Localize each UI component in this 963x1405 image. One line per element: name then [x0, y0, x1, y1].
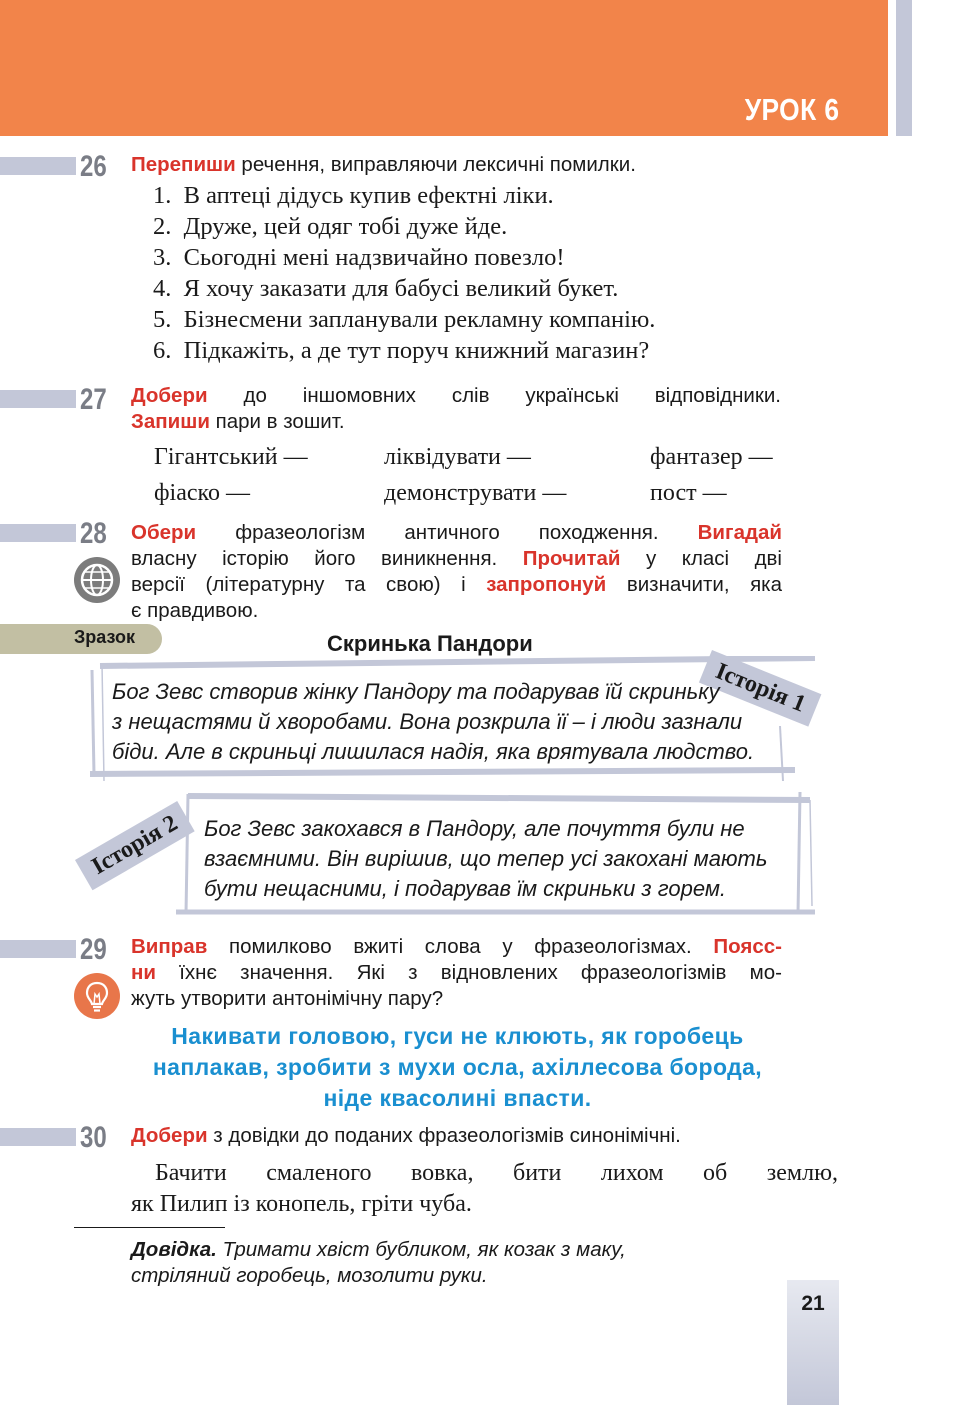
lightbulb-icon: [74, 973, 120, 1019]
exercise-30-text-line2: як Пилип із конопель, гріти чуба.: [131, 1191, 472, 1217]
exercise-29-instruction-line3: жуть утворити антонімічну пару?: [131, 987, 444, 1010]
exercise-bar: [0, 940, 76, 958]
exercise-bar: [0, 1128, 76, 1146]
exercise-28-instruction-line3: версії (літературну та свою) і запропонуй визначити, яка: [131, 573, 782, 596]
side-strip: [896, 0, 912, 136]
exercise-27-instruction-line1: Добери до іншомовних слів українські відповідники.: [131, 384, 781, 407]
exercise-30-text-line1: Бачити смаленого вовка, бити лихом об землю,: [155, 1160, 838, 1186]
exercise-number: 26: [80, 150, 107, 183]
list-item: 6. Підкажіть, а де тут поруч книжний магазин?: [153, 337, 650, 364]
instruction-verb: Перепиши: [131, 153, 236, 176]
exercise-26-instruction: Перепиши речення, виправляючи лексичні помилки.: [131, 153, 636, 176]
page-number: 21: [801, 1292, 825, 1315]
lesson-title: УРОК 6: [744, 92, 839, 127]
word-item: пост —: [650, 480, 727, 506]
exercise-bar: [0, 524, 76, 542]
exercise-28-instruction-line4: є правдивою.: [131, 599, 259, 622]
list-item: 2. Друже, цей одяг тобі дуже йде.: [153, 213, 508, 240]
globe-icon: [74, 557, 120, 603]
word-item: демонструвати —: [384, 480, 567, 506]
list-item: 5. Бізнесмени запланували рекламну компанію.: [153, 306, 656, 333]
sample-label: Зразок: [0, 624, 162, 654]
exercise-bar: [0, 157, 76, 175]
story-2-tag: Історія 2: [75, 801, 195, 891]
list-item: 1. В аптеці дідусь купив ефектні ліки.: [153, 182, 554, 209]
word-item: фіаско —: [154, 480, 250, 506]
exercise-28-instruction-line1: Обери фразеологізм античного походження. Вигадай: [131, 521, 782, 544]
list-item: 3. Сьогодні мені надзвичайно повезло!: [153, 244, 565, 271]
exercise-number: 28: [80, 517, 107, 550]
exercise-27-instruction-line2: Запиши пари в зошит.: [131, 410, 345, 433]
divider: [74, 1227, 225, 1228]
word-item: фантазер —: [650, 444, 773, 470]
exercise-number: 30: [80, 1121, 107, 1154]
exercise-29-instruction-line1: Виправ помилково вжиті слова у фразеологізмах. Поясс-: [131, 935, 782, 958]
story-1-text: Бог Зевс створив жінку Пандору та подарував їй скриньку з нещастями й хворобами. Вона розкрила її – і люди зазнали біди. Але в скриньці лишилася надія, яка врятувала людство.: [112, 679, 755, 764]
exercise-30-instruction: Добери з довідки до поданих фразеологізмів синонімічні.: [131, 1124, 681, 1147]
exercise-number: 27: [80, 383, 107, 416]
exercise-bar: [0, 390, 76, 408]
word-item: Гігантський —: [154, 444, 308, 470]
reference-line2: стріляний горобець, мозолити руки.: [131, 1264, 488, 1287]
word-item: ліквідувати —: [384, 444, 531, 470]
reference-line1: Довідка. Тримати хвіст бубликом, як козак з маку,: [131, 1238, 626, 1261]
header-gap: [888, 0, 896, 136]
exercise-29-instruction-line2: ни їхнє значення. Які з відновлених фразеологізмів мо-: [131, 961, 782, 984]
exercise-26-list: [153, 180, 655, 366]
story-2-text: Бог Зевс закохався в Пандору, але почуття були не взаємними. Він вирішив, що тепер усі закохані мають бути нещасними, і подарував їм скриньки з горем.: [204, 816, 768, 901]
exercise-number: 29: [80, 933, 107, 966]
list-item: 4. Я хочу заказати для бабусі великий букет.: [153, 275, 619, 302]
phraseology-list: Накивати головою, гуси не клюють, як горобець наплакав, зробити з мухи осла, ахіллесова борода, ніде квасолині впасти.: [152, 1023, 763, 1111]
story-1-tag: Історія 1: [699, 650, 822, 727]
exercise-28-instruction-line2: власну історію його виникнення. Прочитай у класі дві: [131, 547, 782, 570]
story-title: Скринька Пандори: [327, 631, 533, 656]
